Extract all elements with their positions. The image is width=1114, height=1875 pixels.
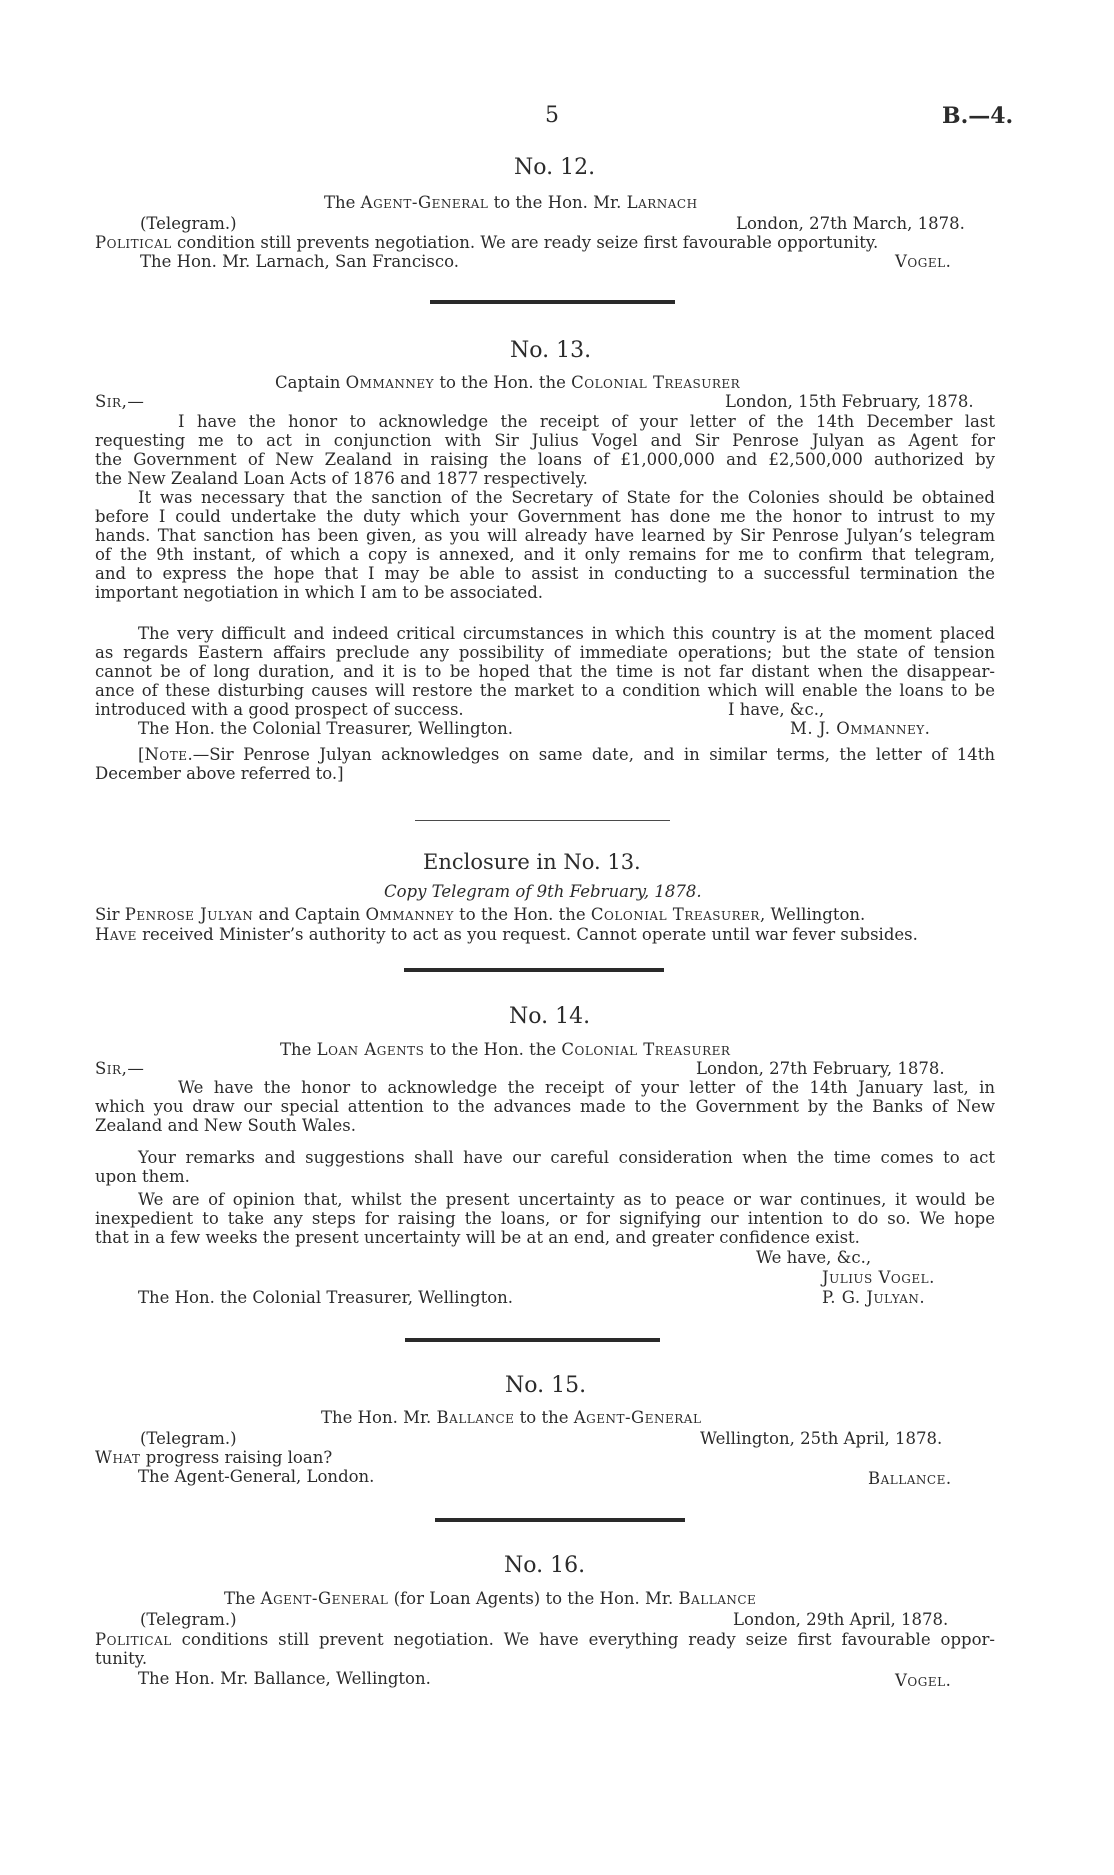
no12-addressee: The Hon. Mr. Larnach, San Francisco.	[140, 252, 459, 271]
no12-date: London, 27th March, 1878.	[736, 214, 965, 233]
section-divider	[430, 300, 675, 304]
no13-title: No. 13.	[510, 338, 592, 363]
no14-closing: We have, &c.,	[756, 1248, 872, 1267]
no16-body-line1: Political conditions still prevent negotiation. We have everything ready seize first favourable oppor-	[95, 1630, 995, 1649]
no14-heading: The Loan Agents to the Hon. the Colonial Treasurer	[280, 1040, 731, 1059]
no12-heading: The Agent-General to the Hon. Mr. Larnach	[324, 193, 698, 212]
no16-heading: The Agent-General (for Loan Agents) to the Hon. Mr. Ballance	[224, 1589, 757, 1608]
no14-para1-line1: We have the honor to acknowledge the receipt of your letter of the 14th January last, in	[178, 1078, 995, 1097]
no13-para1-line2: requesting me to act in conjunction with Sir Julius Vogel and Sir Penrose Julyan as Agent for	[95, 431, 995, 450]
no15-date: Wellington, 25th April, 1878.	[700, 1429, 943, 1448]
no12-body: Political condition still prevents negotiation. We are ready seize first favourable opportunity.	[95, 233, 879, 252]
section-divider	[435, 1518, 685, 1522]
no14-para3-line1: We are of opinion that, whilst the present uncertainty as to peace or war continues, it would be	[138, 1190, 995, 1209]
enclosure-heading: Sir Penrose Julyan and Captain Ommanney to the Hon. the Colonial Treasurer, Wellington.	[95, 905, 866, 924]
no13-para2-line2: before I could undertake the duty which your Government has done me the honor to intrust to my	[95, 507, 995, 526]
no13-closing: I have, &c.,	[728, 700, 825, 719]
no14-para2-line2: upon them.	[95, 1167, 190, 1186]
no13-para3-line5: introduced with a good prospect of success.	[95, 700, 464, 719]
no13-note-line2: December above referred to.]	[95, 764, 344, 783]
no14-para2-line1: Your remarks and suggestions shall have our careful consideration when the time comes to act	[138, 1148, 995, 1167]
page-number: 5	[545, 103, 559, 128]
no13-addressee: The Hon. the Colonial Treasurer, Wellington.	[138, 719, 514, 738]
no14-signature-julyan: P. G. Julyan.	[822, 1288, 926, 1307]
no13-para3-line4: ance of these disturbing causes will restore the market to a condition which will enable the loans to be	[95, 681, 995, 700]
no13-signature: M. J. Ommanney.	[790, 719, 931, 738]
no16-signature: Vogel.	[895, 1671, 952, 1690]
no14-salutation: Sir,—	[95, 1059, 145, 1078]
no12-signature: Vogel.	[895, 252, 952, 271]
no13-para2-line4: of the 9th instant, of which a copy is annexed, and it only remains for me to confirm that telegram,	[95, 545, 995, 564]
no13-date: London, 15th February, 1878.	[725, 392, 974, 411]
no13-para2-line5: and to express the hope that I may be able to assist in conducting to a successful termination the	[95, 564, 995, 583]
document-reference: B.—4.	[942, 103, 1014, 129]
section-divider	[405, 1338, 660, 1342]
no13-para2-line3: hands. That sanction has been given, as you will already have learned by Sir Penrose Julyan’s telegram	[95, 526, 995, 545]
no16-title: No. 16.	[504, 1553, 586, 1578]
no13-para1-line3: the Government of New Zealand in raising the loans of £1,000,000 and £2,500,000 authorized by	[95, 450, 995, 469]
no13-heading: Captain Ommanney to the Hon. the Colonial Treasurer	[275, 373, 741, 392]
enclosure-body: Have received Minister’s authority to act as you request. Cannot operate until war fever subsides.	[95, 925, 918, 944]
no13-para3-line2: as regards Eastern affairs preclude any possibility of immediate operations; but the state of tension	[95, 643, 995, 662]
no13-para2-line1: It was necessary that the sanction of the Secretary of State for the Colonies should be obtained	[138, 488, 995, 507]
no15-telegram-label: (Telegram.)	[140, 1429, 237, 1448]
no12-title: No. 12.	[514, 155, 596, 180]
no14-para1-line2: which you draw our special attention to the advances made to the Government by the Banks of New	[95, 1097, 995, 1116]
no13-note-line1: [Note.—Sir Penrose Julyan acknowledges on same date, and in similar terms, the letter of 14th	[138, 745, 995, 764]
no12-telegram-label: (Telegram.)	[140, 214, 237, 233]
no14-date: London, 27th February, 1878.	[696, 1059, 945, 1078]
no16-telegram-label: (Telegram.)	[140, 1610, 237, 1629]
no13-para3-line1: The very difficult and indeed critical circumstances in which this country is at the moment placed	[138, 624, 995, 643]
no16-body-line2: tunity.	[95, 1649, 148, 1668]
no15-signature: Ballance.	[868, 1469, 952, 1488]
no15-title: No. 15.	[505, 1373, 587, 1398]
no14-addressee: The Hon. the Colonial Treasurer, Wellington.	[138, 1288, 514, 1307]
no14-para3-line3: that in a few weeks the present uncertainty will be at an end, and greater confidence exist.	[95, 1228, 860, 1247]
no13-salutation: Sir,—	[95, 392, 145, 411]
no15-heading: The Hon. Mr. Ballance to the Agent-General	[321, 1408, 702, 1427]
section-divider	[404, 968, 664, 972]
no13-para3-line3: cannot be of long duration, and it is to be hoped that the time is not far distant when the disappear-	[95, 662, 995, 681]
enclosure-title: Enclosure in No. 13.	[423, 850, 641, 874]
no15-addressee: The Agent-General, London.	[138, 1467, 375, 1486]
section-divider-thin	[415, 820, 670, 821]
no14-signature-vogel: Julius Vogel.	[822, 1268, 935, 1287]
no14-para1-line3: Zealand and New South Wales.	[95, 1116, 356, 1135]
no14-title: No. 14.	[509, 1004, 591, 1029]
no14-para3-line2: inexpedient to take any steps for raising the loans, or for signifying our intention to do so. We hope	[95, 1209, 995, 1228]
enclosure-subtitle: Copy Telegram of 9th February, 1878.	[384, 882, 702, 901]
no13-para1-line1: I have the honor to acknowledge the receipt of your letter of the 14th December last	[178, 412, 995, 431]
no13-para1-line4: the New Zealand Loan Acts of 1876 and 1877 respectively.	[95, 469, 588, 488]
no16-addressee: The Hon. Mr. Ballance, Wellington.	[138, 1669, 431, 1688]
no16-date: London, 29th April, 1878.	[733, 1610, 949, 1629]
no15-body: What progress raising loan?	[95, 1448, 333, 1467]
no13-para2-line6: important negotiation in which I am to be associated.	[95, 583, 544, 602]
